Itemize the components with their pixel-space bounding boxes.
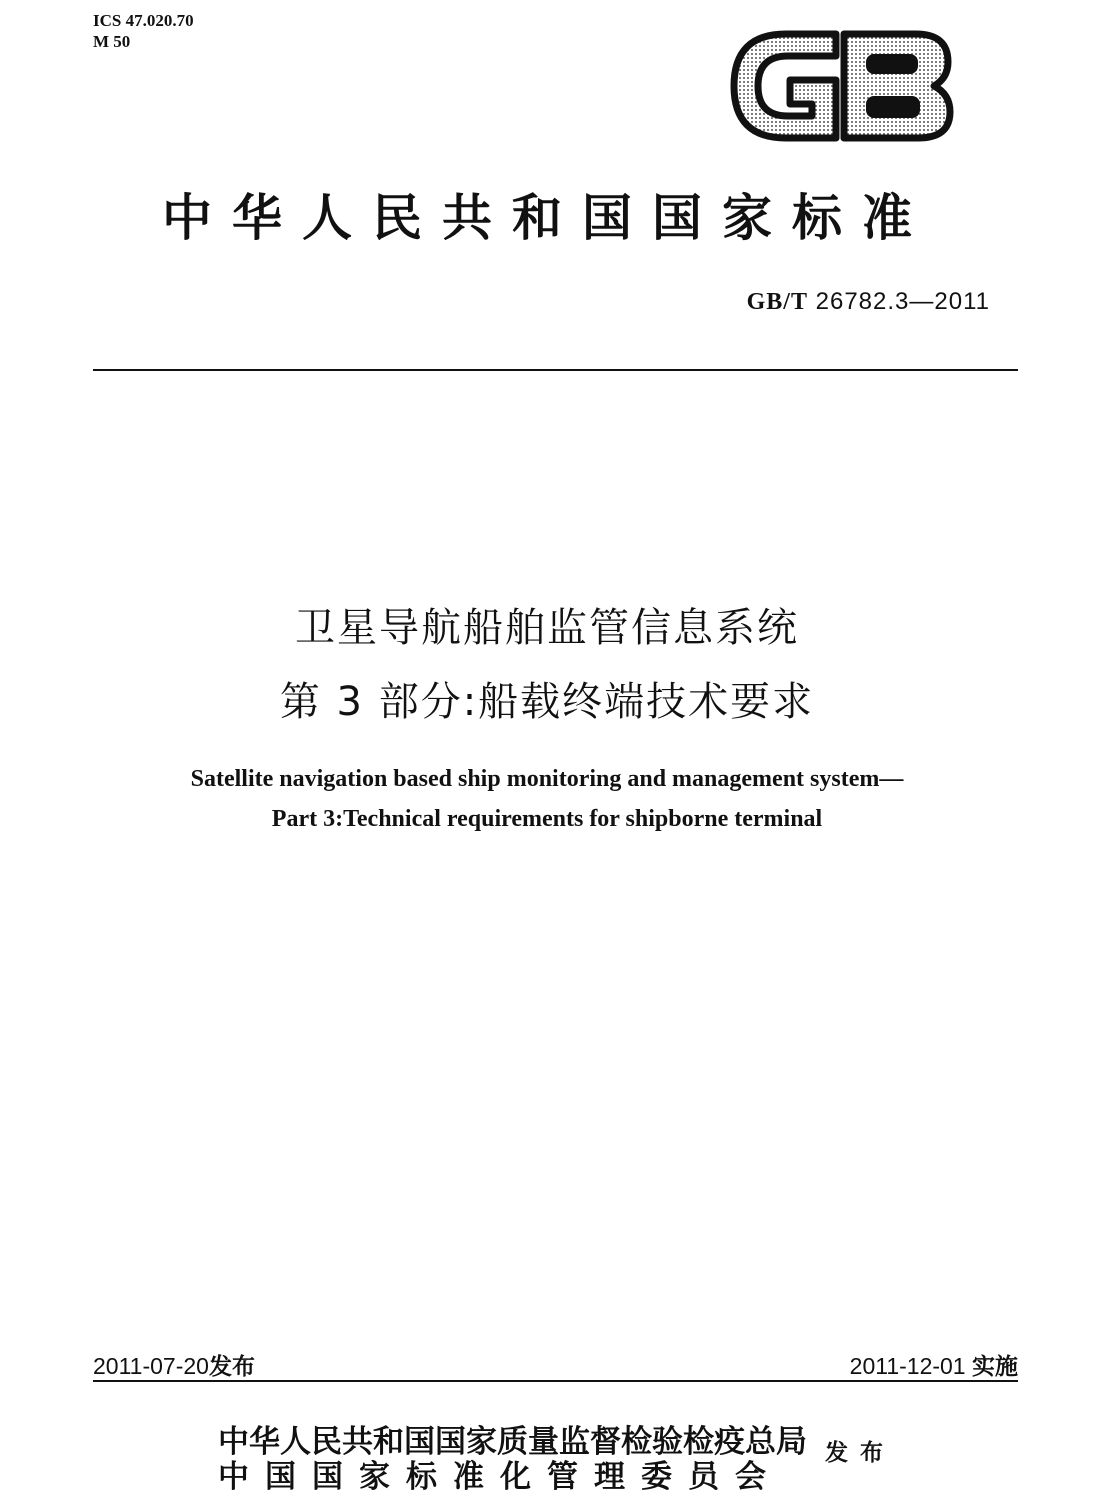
- gb-logo: [726, 24, 958, 148]
- standard-number: [747, 288, 990, 316]
- english-title-line-2: Part 3:Technical requirements for shipborne terminal: [271, 806, 823, 832]
- issuer-sac: 中国国家标准化管理委员会: [218, 1459, 782, 1495]
- issue-date-value: 2011-07-20: [93, 1353, 209, 1379]
- chinese-title-line-2: 第 3 部分:船载终端技术要求: [279, 679, 815, 725]
- implementation-date-value: 2011-12-01: [849, 1353, 966, 1379]
- classification-codes: [93, 10, 194, 52]
- issuer-aqsiq: 中华人民共和国国家质量监督检验检疫总局: [218, 1424, 807, 1460]
- standard-number-prefix: GB/T: [746, 289, 808, 315]
- publish-label: 发布: [825, 1440, 895, 1466]
- issue-label: 发布: [208, 1354, 255, 1380]
- issue-date: [93, 1348, 255, 1381]
- implementation-date: [850, 1348, 1018, 1381]
- standard-number-value: 26782.3—2011: [815, 288, 990, 315]
- standard-title: 中华人民共和国国家标准: [162, 188, 932, 247]
- bottom-divider: [93, 1380, 1018, 1382]
- top-divider: [93, 369, 1018, 371]
- chinese-title-line-1: 卫星导航船舶监管信息系统: [295, 605, 799, 651]
- ccs-code: M 50: [93, 32, 131, 51]
- ics-code: ICS 47.020.70: [93, 11, 194, 30]
- english-title-line-1: Satellite navigation based ship monitoring and management system—: [190, 766, 904, 792]
- implementation-label: 实施: [972, 1354, 1018, 1380]
